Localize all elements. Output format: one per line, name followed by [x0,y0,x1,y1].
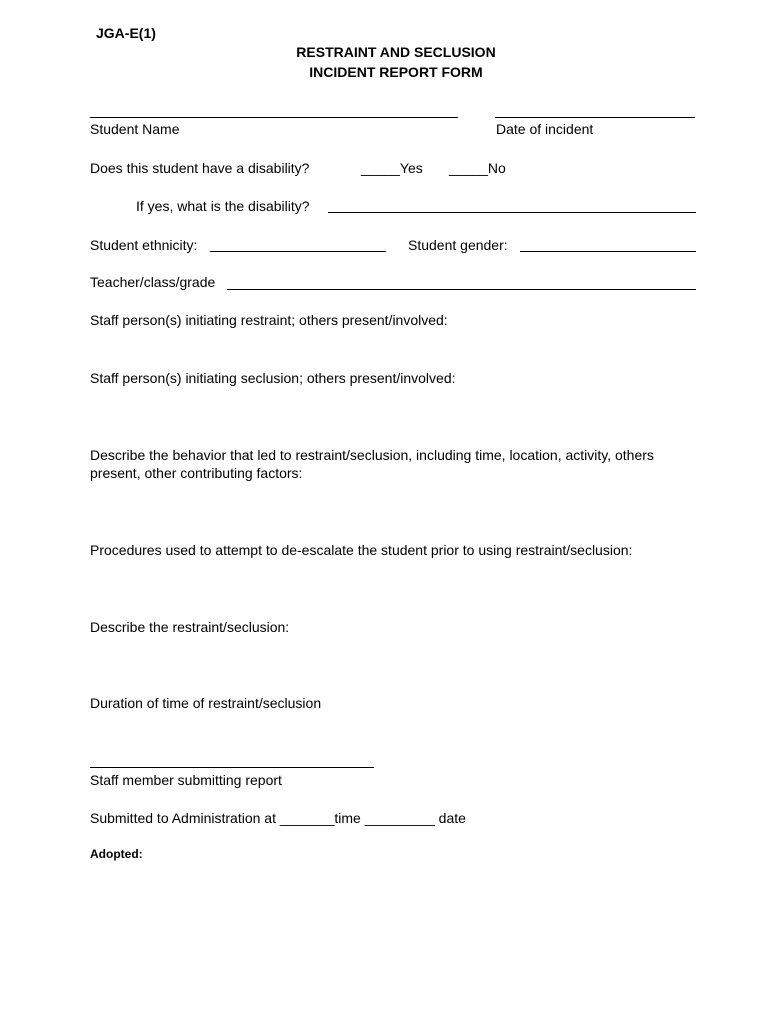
submitted-label: Submitted to Administration at _______time _________ date [90,810,466,826]
behavior-label-line2: present, other contributing factors: [90,465,303,481]
restraint-staff-label: Staff person(s) initiating restraint; others present/involved: [90,312,448,328]
ethnicity-label: Student ethnicity: [90,237,198,253]
form-title-line1: RESTRAINT AND SECLUSION [296,44,496,60]
seclusion-staff-label: Staff person(s) initiating seclusion; others present/involved: [90,370,456,386]
student-name-label: Student Name [90,121,180,137]
behavior-label-line1: Describe the behavior that led to restraint/seclusion, including time, location, activity, others [90,447,654,463]
teacher-field[interactable] [227,289,696,290]
form-title-line2: INCIDENT REPORT FORM [309,64,483,80]
disability-question: Does this student have a disability? [90,160,310,176]
procedures-label: Procedures used to attempt to de-escalate the student prior to using restraint/seclusion: [90,542,633,558]
describe-label: Describe the restraint/seclusion: [90,619,290,635]
yes-option[interactable]: _____Yes [361,160,423,176]
ethnicity-field[interactable] [210,251,386,252]
staff-submitting-label: Staff member submitting report [90,772,282,788]
disability-followup-label: If yes, what is the disability? [136,198,310,214]
gender-label: Student gender: [408,237,508,253]
staff-signature-field[interactable] [90,767,374,768]
teacher-label: Teacher/class/grade [90,274,216,290]
date-of-incident-field[interactable] [495,117,695,118]
gender-field[interactable] [520,251,696,252]
duration-label: Duration of time of restraint/seclusion [90,695,322,711]
disability-field[interactable] [328,212,696,213]
adopted-label: Adopted: [90,847,143,861]
policy-code: JGA-E(1) [96,25,156,41]
no-option[interactable]: _____No [449,160,506,176]
student-name-field[interactable] [90,117,458,118]
date-of-incident-label: Date of incident [496,121,594,137]
